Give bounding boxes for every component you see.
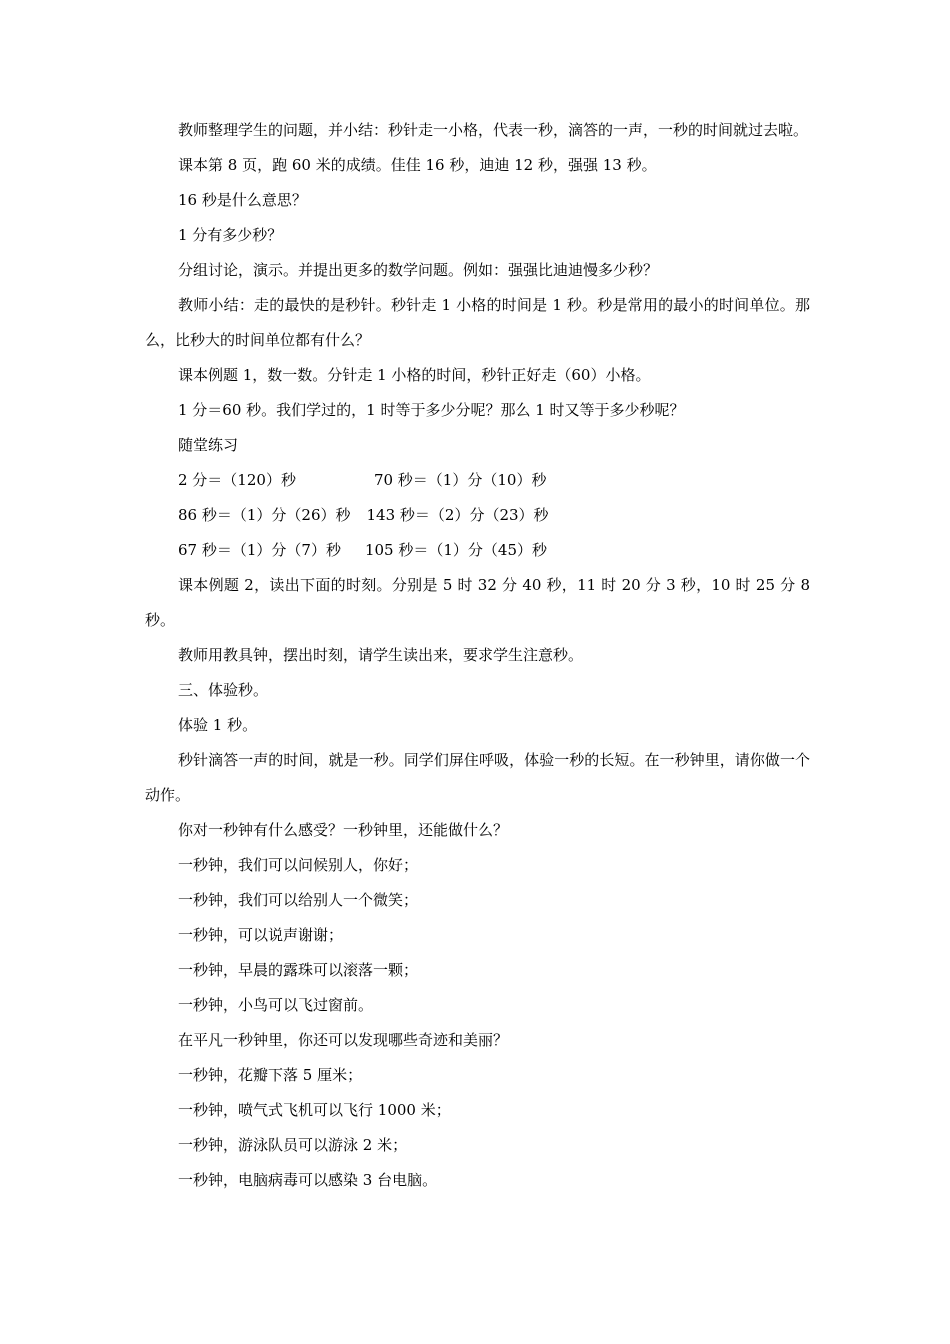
exercise-left: 86 秒＝（1）分（26）秒 bbox=[178, 506, 351, 524]
exercise-right: 143 秒＝（2）分（23）秒 bbox=[366, 506, 549, 524]
exercise-row bbox=[145, 533, 810, 568]
list-item: 一秒钟，喷气式飞机可以飞行 1000 米； bbox=[178, 1101, 451, 1119]
document-body bbox=[145, 113, 810, 1198]
paragraph-feeling-question: 你对一秒钟有什么感受？一秒钟里，还能做什么？ bbox=[178, 821, 509, 839]
exercise-left: 2 分＝（120）秒 bbox=[178, 471, 296, 489]
list-item: 一秒钟，游泳队员可以游泳 2 米； bbox=[178, 1136, 408, 1154]
list-item: 一秒钟，电脑病毒可以感染 3 台电脑。 bbox=[178, 1171, 438, 1189]
exercise-row bbox=[145, 498, 810, 533]
paragraph-example-1: 课本例题 1，数一数。分针走 1 小格的时间，秒针正好走（60）小格。 bbox=[178, 366, 651, 384]
paragraph-tick-one-second: 秒针滴答一声的时间，就是一秒。同学们屏住呼吸，体验一秒的长短。在一秒钟里，请你做一个动作。 bbox=[145, 751, 810, 804]
exercise-left: 67 秒＝（1）分（7）秒 bbox=[178, 541, 341, 559]
section-heading-experience: 三、体验秒。 bbox=[178, 681, 269, 699]
list-item: 一秒钟，早晨的露珠可以滚落一颗； bbox=[178, 961, 419, 979]
paragraph-practice-heading: 随堂练习 bbox=[178, 436, 239, 454]
paragraph-group-discussion: 分组讨论，演示。并提出更多的数学问题。例如：强强比迪迪慢多少秒？ bbox=[178, 261, 659, 279]
list-item: 一秒钟，可以说声谢谢； bbox=[178, 926, 344, 944]
paragraph-minute-equals: 1 分＝60 秒。我们学过的，1 时等于多少分呢？那么 1 时又等于多少秒呢？ bbox=[178, 401, 685, 419]
list-item: 一秒钟，花瓣下落 5 厘米； bbox=[178, 1066, 363, 1084]
paragraph-teaching-clock: 教师用教具钟，摆出时刻，请学生读出来，要求学生注意秒。 bbox=[178, 646, 584, 664]
paragraph-textbook-page: 课本第 8 页，跑 60 米的成绩。佳佳 16 秒，迪迪 12 秒，强强 13 秒。 bbox=[178, 156, 657, 174]
list-item: 一秒钟，我们可以给别人一个微笑； bbox=[178, 891, 419, 909]
paragraph-experience-1s: 体验 1 秒。 bbox=[178, 716, 258, 734]
list-item: 一秒钟，小鸟可以飞过窗前。 bbox=[178, 996, 374, 1014]
exercise-right: 105 秒＝（1）分（45）秒 bbox=[364, 541, 547, 559]
paragraph-teacher-summary: 教师整理学生的问题，并小结：秒针走一小格，代表一秒，滴答的一声，一秒的时间就过去啦。 bbox=[178, 121, 809, 139]
paragraph-question-1min: 1 分有多少秒？ bbox=[178, 226, 283, 244]
list-item: 一秒钟，我们可以问候别人，你好； bbox=[178, 856, 419, 874]
paragraph-example-2: 课本例题 2，读出下面的时刻。分别是 5 时 32 分 40 秒，11 时 20 分 3 秒，10 时 25 分 8 秒。 bbox=[145, 576, 810, 629]
exercise-row bbox=[145, 463, 810, 498]
paragraph-wonders-question: 在平凡一秒钟里，你还可以发现哪些奇迹和美丽？ bbox=[178, 1031, 509, 1049]
paragraph-question-16s: 16 秒是什么意思？ bbox=[178, 191, 307, 209]
exercise-right: 70 秒＝（1）分（10）秒 bbox=[373, 471, 547, 489]
paragraph-teacher-conclusion: 教师小结：走的最快的是秒针。秒针走 1 小格的时间是 1 秒。秒是常用的最小的时间单位。那么，比秒大的时间单位都有什么？ bbox=[145, 296, 810, 349]
